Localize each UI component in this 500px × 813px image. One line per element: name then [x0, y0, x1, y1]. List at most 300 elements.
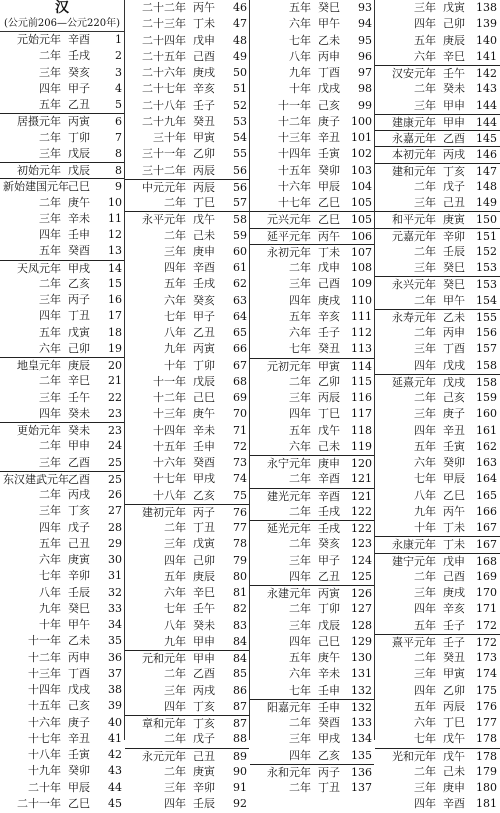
ganzhi-cell: 戊辰 — [68, 146, 90, 160]
table-row — [250, 423, 374, 439]
era-name-cell: 二年 — [39, 276, 61, 290]
era-name-cell: 六年 — [39, 341, 61, 355]
ganzhi-cell: 癸巳 — [443, 278, 465, 292]
table-row — [375, 796, 500, 812]
ganzhi-cell: 乙卯 — [193, 147, 215, 161]
year-cell: 100 — [351, 114, 372, 128]
era-name-cell: 七年 — [164, 602, 186, 616]
ganzhi-cell: 丙申 — [68, 650, 90, 664]
year-cell: 3 — [115, 65, 122, 79]
table-row — [0, 552, 124, 568]
era-name-cell: 延熹元年 — [392, 375, 436, 389]
table-row — [0, 48, 124, 64]
ganzhi-cell: 壬戌 — [68, 49, 90, 63]
year-cell: 41 — [108, 731, 122, 745]
year-cell: 24 — [108, 439, 122, 453]
year-cell: 17 — [108, 309, 122, 323]
table-row — [0, 682, 124, 698]
ganzhi-cell: 戊午 — [443, 749, 465, 763]
table-row — [125, 683, 249, 699]
table-row — [125, 33, 249, 49]
year-cell: 159 — [476, 391, 497, 404]
era-name-cell: 九年 — [164, 342, 186, 356]
ganzhi-cell: 丙辰 — [193, 180, 215, 194]
era-name-cell: 二年 — [414, 651, 436, 664]
ganzhi-cell: 壬子 — [318, 326, 340, 339]
era-name-cell: 二年 — [289, 374, 311, 388]
ganzhi-cell: 甲申 — [68, 439, 90, 453]
table-row — [250, 715, 374, 731]
ganzhi-cell: 丙寅 — [318, 587, 340, 600]
table-row — [375, 764, 500, 780]
era-name-cell: 三年 — [164, 781, 186, 794]
table-row — [375, 163, 500, 179]
era-name-cell: 六年 — [164, 586, 186, 599]
era-name-cell: 四年 — [414, 602, 436, 616]
table-row — [375, 114, 500, 130]
year-cell: 176 — [476, 699, 497, 713]
year-cell: 69 — [233, 391, 247, 404]
table-row — [125, 796, 249, 812]
year-cell: 131 — [351, 667, 372, 681]
era-name-cell: 三年 — [414, 667, 436, 681]
year-cell: 2 — [115, 49, 122, 63]
year-cell: 117 — [351, 407, 372, 421]
year-cell: 51 — [233, 82, 247, 96]
ganzhi-cell: 辛卯 — [193, 781, 215, 794]
year-cell: 123 — [351, 537, 372, 551]
table-row — [125, 374, 249, 390]
era-name-cell: 二年 — [39, 488, 61, 501]
ganzhi-cell: 辛酉 — [318, 472, 340, 486]
table-row — [375, 601, 500, 617]
ganzhi-cell: 壬子 — [193, 98, 215, 112]
ganzhi-cell: 壬寅 — [443, 439, 465, 453]
ganzhi-cell: 癸亥 — [193, 293, 215, 307]
year-cell: 23 — [108, 424, 122, 437]
ganzhi-cell: 庚子 — [318, 114, 340, 128]
table-row — [250, 114, 374, 130]
table-row — [375, 504, 500, 520]
year-cell: 173 — [476, 651, 497, 664]
table-row — [0, 341, 124, 357]
table-row — [375, 731, 500, 747]
ganzhi-cell: 戊午 — [193, 213, 215, 227]
ganzhi-cell: 庚申 — [193, 244, 215, 258]
year-cell: 26 — [108, 488, 122, 501]
era-name-cell: 二十五年 — [142, 49, 186, 63]
table-row — [0, 666, 124, 682]
dynasty-span: (公元前206—公元220年) — [0, 17, 124, 32]
table-row — [0, 65, 124, 81]
table-row — [250, 98, 374, 114]
era-name-cell: 九年 — [39, 601, 61, 615]
table-row — [0, 195, 124, 211]
year-cell: 47 — [233, 17, 247, 31]
year-cell: 105 — [351, 196, 372, 209]
year-cell: 11 — [108, 211, 122, 225]
era-name-cell: 十七年 — [278, 196, 311, 209]
table-row — [0, 308, 124, 324]
era-name-cell: 十七年 — [153, 472, 186, 486]
ganzhi-cell: 乙丑 — [68, 98, 90, 111]
table-row — [250, 374, 374, 390]
era-name-cell: 五年 — [289, 651, 311, 664]
ganzhi-cell: 辛未 — [193, 423, 215, 437]
ganzhi-cell: 戊辰 — [318, 618, 340, 632]
era-name-cell: 地皇元年 — [17, 359, 61, 372]
ganzhi-cell: 乙亥 — [193, 488, 215, 502]
ganzhi-cell: 庚辰 — [193, 569, 215, 583]
table-row — [375, 98, 500, 114]
era-name-cell: 三年 — [39, 390, 61, 404]
ganzhi-cell: 丙辰 — [193, 163, 215, 177]
era-name-cell: 十三年 — [28, 666, 61, 680]
era-name-cell: 四年 — [39, 520, 61, 534]
ganzhi-cell: 丁亥 — [193, 717, 215, 730]
year-cell: 6 — [115, 115, 122, 129]
ganzhi-cell: 乙酉 — [68, 455, 90, 469]
era-name-cell: 延平元年 — [267, 229, 311, 243]
year-cell: 9 — [115, 180, 122, 194]
era-name-cell: 三年 — [414, 342, 436, 356]
year-cell: 58 — [233, 213, 247, 227]
table-row — [375, 520, 500, 536]
table-row — [375, 228, 500, 244]
year-cell: 89 — [233, 749, 247, 763]
ganzhi-cell: 丁酉 — [68, 666, 90, 680]
year-cell: 53 — [233, 114, 247, 128]
ganzhi-cell: 己卯 — [193, 553, 215, 567]
era-name-cell: 三年 — [39, 146, 61, 160]
table-row — [375, 569, 500, 585]
table-row — [250, 585, 374, 601]
table-row — [125, 488, 249, 504]
era-name-cell: 三年 — [414, 98, 436, 112]
era-name-cell: 六年 — [414, 456, 436, 469]
table-row — [375, 211, 500, 227]
ganzhi-cell: 丙子 — [318, 765, 340, 779]
era-name-cell: 二年 — [289, 472, 311, 486]
table-row — [250, 536, 374, 552]
era-name-cell: 建初元年 — [142, 505, 186, 519]
era-name-cell: 永初元年 — [267, 245, 311, 259]
ganzhi-cell: 壬申 — [68, 228, 90, 241]
year-cell: 138 — [476, 1, 497, 14]
era-name-cell: 七年 — [289, 683, 311, 697]
year-cell: 155 — [476, 310, 497, 324]
table-row — [375, 439, 500, 455]
ganzhi-cell: 辛酉 — [68, 33, 90, 46]
era-name-cell: 三年 — [414, 781, 436, 794]
era-name-cell: 十三年 — [153, 407, 186, 421]
ganzhi-cell: 辛亥 — [318, 309, 340, 323]
table-row — [250, 634, 374, 650]
ganzhi-cell: 甲申 — [193, 634, 215, 648]
table-row — [125, 569, 249, 585]
ganzhi-cell: 乙巳 — [318, 196, 340, 209]
era-name-cell: 阳嘉元年 — [267, 700, 311, 714]
table-row — [250, 146, 374, 162]
era-name-cell: 二年 — [289, 602, 311, 616]
year-cell: 34 — [108, 618, 122, 631]
era-name-cell: 十七年 — [28, 731, 61, 745]
year-cell: 19 — [108, 341, 122, 355]
ganzhi-cell: 癸卯 — [443, 456, 465, 469]
table-row — [375, 146, 500, 162]
ganzhi-cell: 甲戌 — [68, 261, 90, 275]
era-name-cell: 五年 — [289, 1, 311, 14]
era-name-cell: 十四年 — [153, 423, 186, 437]
table-row — [0, 227, 124, 243]
era-name-cell: 元兴元年 — [267, 213, 311, 227]
ganzhi-cell: 己未 — [318, 439, 340, 453]
ganzhi-cell: 戊寅 — [193, 537, 215, 551]
era-name-cell: 三年 — [39, 504, 61, 518]
era-name-cell: 六年 — [164, 293, 186, 307]
ganzhi-cell: 壬子 — [443, 635, 465, 649]
ganzhi-cell: 丙子 — [68, 293, 90, 306]
year-cell: 63 — [233, 293, 247, 307]
ganzhi-cell: 甲子 — [318, 553, 340, 567]
year-cell: 116 — [351, 391, 372, 404]
era-name-cell: 十二年 — [28, 650, 61, 664]
era-name-cell: 八年 — [164, 618, 186, 632]
year-cell: 124 — [351, 553, 372, 567]
era-name-cell: 十一年 — [28, 634, 61, 648]
era-name-cell: 五年 — [164, 569, 186, 583]
table-row — [125, 585, 249, 601]
year-cell: 177 — [476, 716, 497, 729]
ganzhi-cell: 庚子 — [68, 715, 90, 729]
era-name-cell: 二年 — [164, 764, 186, 778]
ganzhi-cell: 戊子 — [443, 179, 465, 193]
year-cell: 145 — [476, 132, 497, 145]
era-name-cell: 十年 — [164, 358, 186, 372]
year-cell: 93 — [358, 1, 372, 14]
ganzhi-cell: 辛巳 — [68, 374, 90, 388]
ganzhi-cell: 丙戌 — [193, 683, 215, 697]
ganzhi-cell: 壬戌 — [318, 522, 340, 535]
year-cell: 79 — [233, 553, 247, 567]
ganzhi-cell: 辛巳 — [443, 49, 465, 63]
ganzhi-cell: 乙卯 — [318, 374, 340, 388]
ganzhi-cell: 丁未 — [443, 538, 465, 552]
ganzhi-cell: 丁巳 — [193, 196, 215, 209]
era-name-cell: 和平元年 — [392, 213, 436, 227]
year-cell: 140 — [476, 33, 497, 47]
era-name-cell: 六年 — [289, 667, 311, 681]
era-name-cell: 二年 — [289, 504, 311, 518]
year-cell: 18 — [108, 325, 122, 339]
table-row — [0, 130, 124, 146]
era-name-cell: 二年 — [164, 196, 186, 209]
ganzhi-cell: 乙未 — [443, 310, 465, 324]
era-name-cell: 十五年 — [153, 439, 186, 453]
year-cell: 169 — [476, 569, 497, 583]
year-cell: 162 — [476, 439, 497, 453]
table-row — [0, 243, 124, 259]
year-cell: 94 — [358, 17, 372, 31]
year-cell: 52 — [233, 98, 247, 112]
year-cell: 122 — [351, 522, 372, 535]
ganzhi-cell: 戊午 — [443, 732, 465, 746]
ganzhi-cell: 丙午 — [193, 1, 215, 14]
ganzhi-cell: 辛未 — [68, 211, 90, 225]
era-name-cell: 十一年 — [153, 374, 186, 388]
table-row — [250, 764, 374, 780]
ganzhi-cell: 乙巳 — [318, 213, 340, 227]
era-name-cell: 十九年 — [28, 764, 61, 778]
year-cell: 39 — [108, 699, 122, 713]
year-cell: 91 — [233, 781, 247, 794]
table-row — [0, 698, 124, 714]
year-cell: 23 — [108, 406, 122, 420]
table-row — [0, 276, 124, 292]
table-row — [125, 341, 249, 357]
year-cell: 151 — [476, 229, 497, 243]
era-name-cell: 永嘉元年 — [392, 132, 436, 145]
era-name-cell: 二年 — [414, 326, 436, 339]
table-row — [250, 455, 374, 471]
era-name-cell: 十八年 — [28, 748, 61, 761]
table-row — [375, 358, 500, 374]
year-cell: 8 — [115, 146, 122, 160]
year-cell: 84 — [233, 634, 247, 648]
ganzhi-cell: 癸未 — [68, 424, 90, 437]
era-name-cell: 二年 — [164, 667, 186, 681]
era-name-cell: 五年 — [414, 618, 436, 632]
era-name-cell: 三年 — [289, 391, 311, 404]
table-row — [125, 715, 249, 731]
table-row — [250, 309, 374, 325]
table-row — [0, 796, 124, 812]
era-name-cell: 四年 — [289, 634, 311, 648]
table-row — [0, 520, 124, 536]
table-row — [125, 601, 249, 617]
ganzhi-cell: 壬辰 — [193, 797, 215, 811]
ganzhi-cell: 壬子 — [443, 618, 465, 632]
year-cell: 157 — [476, 342, 497, 356]
year-cell: 60 — [233, 244, 247, 258]
ganzhi-cell: 庚午 — [68, 195, 90, 209]
era-name-cell: 五年 — [289, 423, 311, 437]
era-name-cell: 十年 — [39, 618, 61, 631]
table-row — [250, 195, 374, 211]
ganzhi-cell: 甲申 — [193, 652, 215, 665]
era-name-cell: 永和元年 — [267, 765, 311, 779]
year-cell: 150 — [476, 213, 497, 227]
year-cell: 78 — [233, 537, 247, 551]
table-column — [0, 0, 125, 810]
ganzhi-cell: 乙亥 — [68, 276, 90, 290]
year-cell: 108 — [351, 261, 372, 274]
year-cell: 56 — [233, 180, 247, 194]
ganzhi-cell: 庚午 — [193, 407, 215, 421]
year-cell: 82 — [233, 602, 247, 616]
year-cell: 114 — [351, 359, 372, 373]
year-cell: 180 — [476, 781, 497, 794]
era-name-cell: 永寿元年 — [392, 310, 436, 324]
year-cell: 71 — [233, 423, 247, 437]
year-cell: 45 — [108, 796, 122, 810]
era-name-cell: 二年 — [289, 716, 311, 729]
table-row — [0, 601, 124, 617]
ganzhi-cell: 乙未 — [68, 634, 90, 648]
year-cell: 1 — [115, 33, 122, 46]
ganzhi-cell: 甲午 — [68, 618, 90, 631]
year-cell: 48 — [233, 33, 247, 47]
table-row — [375, 16, 500, 32]
year-cell: 107 — [351, 245, 372, 259]
table-row — [0, 325, 124, 341]
era-name-cell: 二年 — [414, 82, 436, 96]
year-cell: 121 — [351, 489, 372, 503]
year-cell: 64 — [233, 309, 247, 323]
era-name-cell: 三年 — [289, 553, 311, 567]
ganzhi-cell: 丁酉 — [443, 342, 465, 356]
ganzhi-cell: 壬辰 — [68, 585, 90, 599]
year-cell: 148 — [476, 179, 497, 193]
table-row — [375, 634, 500, 650]
ganzhi-cell: 乙卯 — [443, 683, 465, 697]
era-name-cell: 三年 — [39, 293, 61, 306]
year-cell: 8 — [115, 164, 122, 177]
era-name-cell: 七年 — [289, 33, 311, 47]
ganzhi-cell: 丁巳 — [443, 716, 465, 729]
year-cell: 97 — [358, 66, 372, 79]
era-name-cell: 八年 — [164, 326, 186, 339]
table-row — [375, 618, 500, 634]
era-name-cell: 八年 — [39, 585, 61, 599]
year-cell: 44 — [108, 780, 122, 794]
table-row — [125, 666, 249, 682]
table-row — [375, 65, 500, 81]
era-name-cell: 二年 — [289, 537, 311, 551]
table-row — [250, 179, 374, 195]
table-row — [250, 471, 374, 487]
ganzhi-cell: 辛亥 — [443, 602, 465, 616]
table-row — [125, 0, 249, 16]
ganzhi-cell: 辛卯 — [68, 569, 90, 583]
year-cell: 32 — [108, 585, 122, 599]
year-cell: 80 — [233, 569, 247, 583]
ganzhi-cell: 戊戌 — [68, 683, 90, 696]
table-row — [125, 163, 249, 179]
era-name-cell: 三年 — [414, 407, 436, 421]
era-name-cell: 四年 — [289, 407, 311, 421]
era-name-cell: 二十年 — [28, 780, 61, 794]
ganzhi-cell: 丁酉 — [318, 66, 340, 79]
table-row — [125, 98, 249, 114]
ganzhi-cell: 辛丑 — [443, 423, 465, 437]
year-cell: 98 — [358, 82, 372, 96]
ganzhi-cell: 甲寅 — [193, 131, 215, 144]
year-cell: 76 — [233, 505, 247, 519]
era-name-cell: 六年 — [39, 553, 61, 566]
year-cell: 144 — [476, 98, 497, 112]
table-row — [0, 178, 124, 194]
table-column — [125, 0, 250, 811]
table-row — [0, 292, 124, 308]
table-row — [375, 585, 500, 601]
ganzhi-cell: 甲寅 — [443, 667, 465, 681]
era-name-cell: 三年 — [414, 1, 436, 14]
year-cell: 81 — [233, 586, 247, 599]
year-cell: 57 — [233, 196, 247, 209]
era-name-cell: 七年 — [414, 732, 436, 746]
table-row — [125, 406, 249, 422]
